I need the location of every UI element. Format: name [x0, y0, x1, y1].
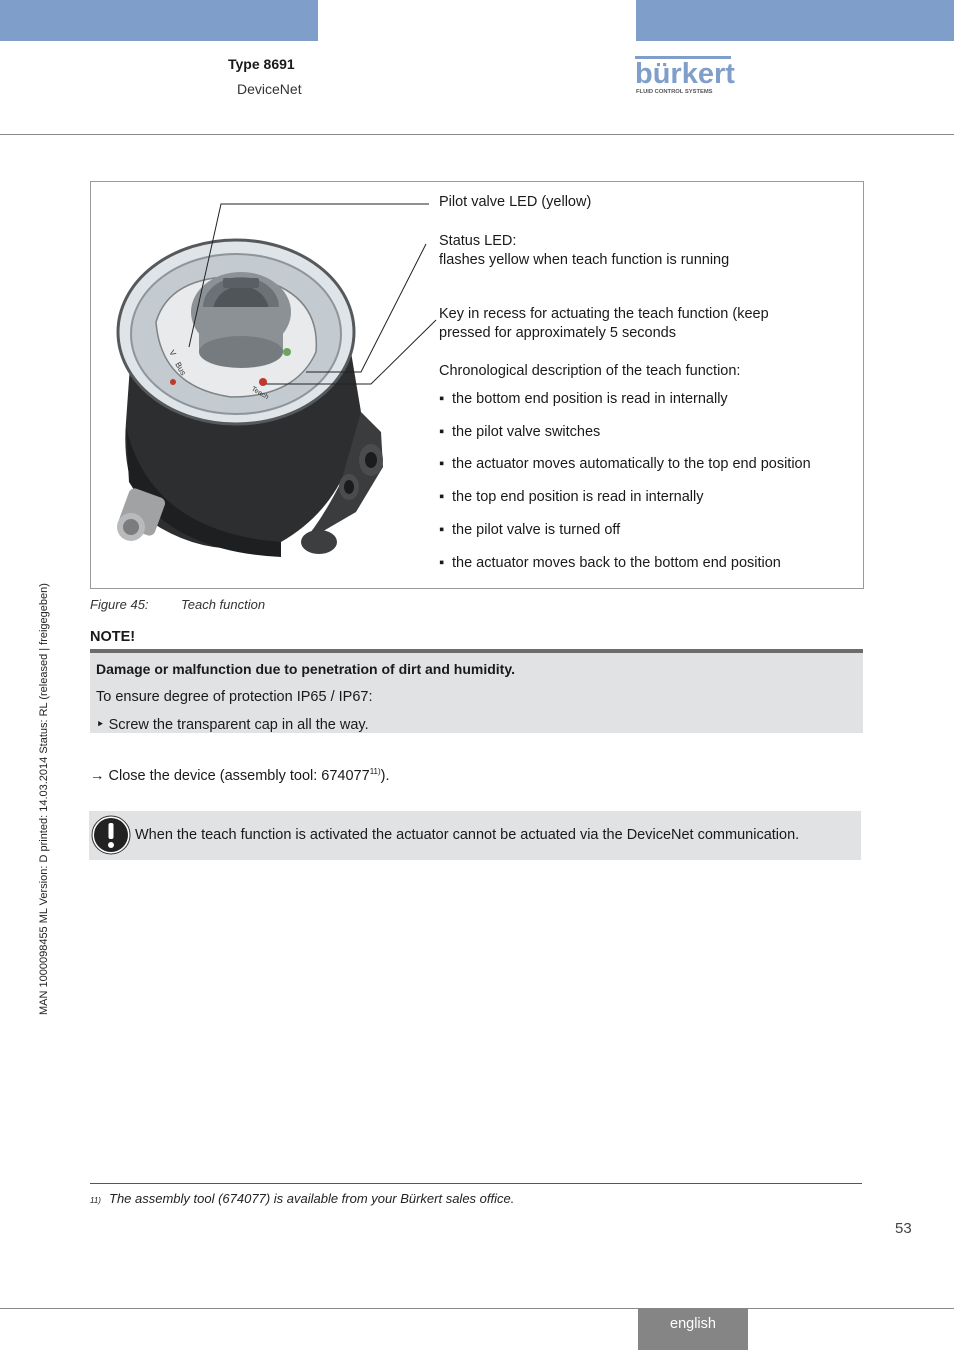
- footnote-divider: [90, 1183, 862, 1184]
- label-key-2: pressed for approximately 5 seconds: [439, 325, 676, 341]
- exclamation-icon: [91, 815, 131, 855]
- close-device-step: → Close the device (assembly tool: 674077$^{11)}$).: [90, 767, 390, 784]
- language-tab: english: [638, 1308, 748, 1350]
- logo-tagline: FLUID CONTROL SYSTEMS: [636, 89, 713, 95]
- list-item: ▪ the bottom end position is read in internally: [439, 391, 728, 407]
- label-status-led-desc: flashes yellow when teach function is running: [439, 252, 730, 268]
- list-item: ▪ the top end position is read in internally: [439, 489, 704, 505]
- logo-wordmark: bürkert: [635, 58, 735, 90]
- header-bar-right: [636, 0, 954, 41]
- note-instruction: ‣ Screw the transparent cap in all the way.: [96, 717, 369, 733]
- footnote: 11) The assembly tool (674077) is available from your Bürkert sales office.: [90, 1191, 515, 1206]
- header-divider: [0, 134, 954, 135]
- burkert-logo: [635, 56, 735, 101]
- label-bus: Bus: [173, 360, 188, 377]
- page-number: 53: [895, 1220, 912, 1237]
- figure-caption: Figure 45: Teach function: [90, 597, 266, 612]
- label-chrono: Chronological description of the teach function:: [439, 363, 741, 379]
- list-item: ▪ the actuator moves automatically to the top end position: [439, 456, 811, 472]
- list-item: ▪ the pilot valve switches: [439, 424, 601, 440]
- label-teach: Teach: [250, 385, 270, 402]
- note-line: To ensure degree of protection IP65 / IP67:: [96, 689, 373, 705]
- header-bar-left: [0, 0, 318, 41]
- label-status-led: Status LED:: [439, 233, 517, 249]
- note-box: [90, 649, 863, 733]
- list-item: ▪ the actuator moves back to the bottom end position: [439, 555, 781, 571]
- label-v: V: [167, 348, 178, 358]
- product-subtitle: DeviceNet: [237, 81, 302, 97]
- label-pilot-led: Pilot valve LED (yellow): [439, 194, 592, 210]
- note-heading: Damage or malfunction due to penetration of dirt and humidity.: [96, 661, 515, 677]
- info-text: When the teach function is activated the actuator cannot be actuated via the DeviceNet communication.: [135, 827, 800, 843]
- note-title: NOTE!: [90, 629, 136, 645]
- info-box: [89, 811, 861, 860]
- list-item: ▪ the pilot valve is turned off: [439, 522, 621, 538]
- footer-divider: [0, 1308, 954, 1309]
- product-type: Type 8691: [228, 56, 295, 72]
- label-key-1: Key in recess for actuating the teach function (keep: [439, 306, 769, 322]
- document-side-info: MAN 1000098455 ML Version: D printed: 14.03.2014 Status: RL (released | freigegeben): [38, 583, 50, 1015]
